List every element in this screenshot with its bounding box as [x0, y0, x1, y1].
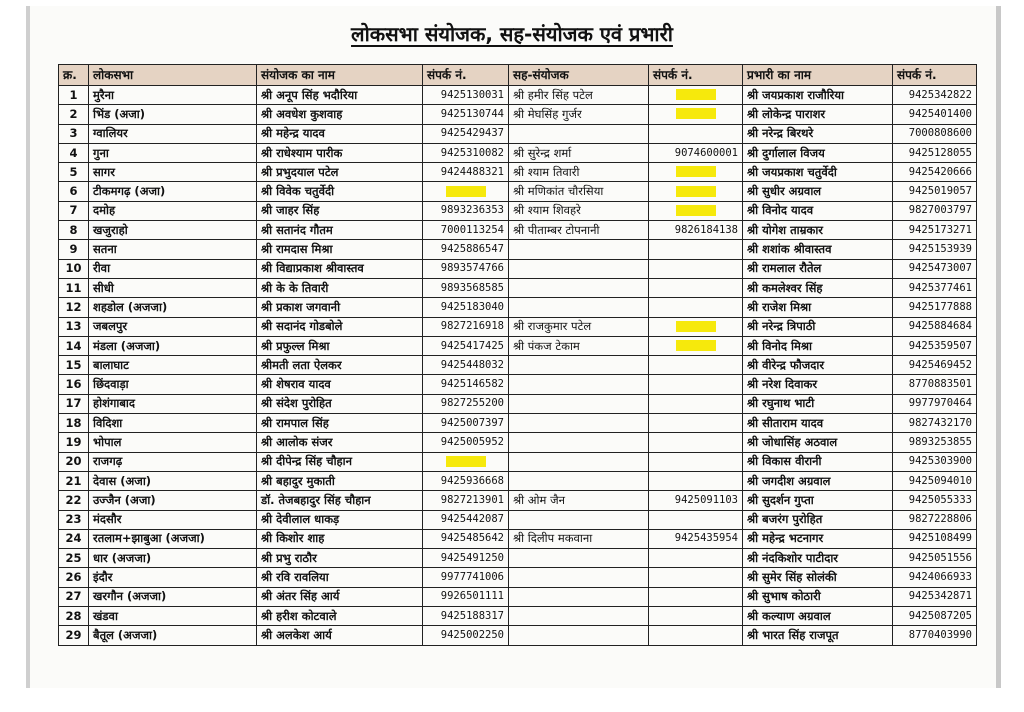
cell-saha-sanyojak: श्री श्याम तिवारी	[509, 163, 649, 182]
cell-saha-sanyojak	[509, 587, 649, 606]
cell-serial: 6	[59, 182, 89, 201]
sheet-left-edge	[26, 6, 30, 688]
cell-saha-sanyojak	[509, 568, 649, 587]
cell-prabhari: श्री बजरंग पुरोहित	[743, 510, 893, 529]
cell-loksabha: बैतूल (अजजा)	[89, 626, 257, 645]
cell-sanyojak-phone: 9425417425	[423, 336, 509, 355]
cell-sanyojak: श्री विवेक चतुर्वेदी	[257, 182, 423, 201]
cell-sanyojak: श्री बहादुर मुकाती	[257, 471, 423, 490]
cell-serial: 27	[59, 587, 89, 606]
cell-loksabha: होशंगाबाद	[89, 394, 257, 413]
yellow-highlight-mark	[676, 321, 716, 332]
cell-serial: 14	[59, 336, 89, 355]
table-row	[59, 607, 977, 626]
yellow-highlight-mark	[676, 340, 716, 351]
table-row	[59, 510, 977, 529]
table-row	[59, 336, 977, 355]
cell-prabhari-phone: 9977970464	[893, 394, 977, 413]
cell-prabhari: श्री योगेश ताम्रकार	[743, 221, 893, 240]
cell-prabhari-phone: 9425420666	[893, 163, 977, 182]
cell-saha-phone	[649, 568, 743, 587]
cell-prabhari-phone: 9425108499	[893, 529, 977, 548]
cell-loksabha: भोपाल	[89, 433, 257, 452]
cell-sanyojak: श्री विद्याप्रकाश श्रीवास्तव	[257, 259, 423, 278]
cell-prabhari: श्री राजेश मिश्रा	[743, 298, 893, 317]
cell-sanyojak-phone	[423, 182, 509, 201]
cell-saha-sanyojak	[509, 510, 649, 529]
cell-loksabha: इंदौर	[89, 568, 257, 587]
cell-prabhari-phone: 9425087205	[893, 607, 977, 626]
cell-saha-sanyojak: श्री पीताम्बर टोपनानी	[509, 221, 649, 240]
cell-saha-sanyojak	[509, 240, 649, 259]
cell-saha-sanyojak	[509, 607, 649, 626]
cell-sanyojak: श्री रामपाल सिंह	[257, 414, 423, 433]
cell-saha-phone	[649, 336, 743, 355]
cell-saha-sanyojak: श्री मेघसिंह गुर्जर	[509, 105, 649, 124]
cell-loksabha: खंडवा	[89, 607, 257, 626]
cell-saha-phone	[649, 278, 743, 297]
cell-serial: 21	[59, 471, 89, 490]
cell-sanyojak-phone: 9425005952	[423, 433, 509, 452]
cell-sanyojak: श्री दीपेन्द्र सिंह चौहान	[257, 452, 423, 471]
cell-loksabha: जबलपुर	[89, 317, 257, 336]
cell-sanyojak-phone: 9425485642	[423, 529, 509, 548]
cell-sanyojak-phone: 9425310082	[423, 143, 509, 162]
cell-prabhari: श्री भारत सिंह राजपूत	[743, 626, 893, 645]
cell-prabhari-phone: 9425153939	[893, 240, 977, 259]
table-row	[59, 163, 977, 182]
yellow-highlight-mark	[446, 456, 486, 467]
cell-sanyojak-phone: 9425002250	[423, 626, 509, 645]
cell-saha-phone	[649, 124, 743, 143]
cell-sanyojak-phone: 9425130744	[423, 105, 509, 124]
cell-saha-phone	[649, 452, 743, 471]
cell-loksabha: टीकमगढ़ (अजा)	[89, 182, 257, 201]
cell-saha-phone	[649, 356, 743, 375]
table-row	[59, 221, 977, 240]
cell-prabhari-phone: 9893253855	[893, 433, 977, 452]
cell-loksabha: छिंदवाड़ा	[89, 375, 257, 394]
cell-prabhari: श्री रघुनाथ भाटी	[743, 394, 893, 413]
cell-sanyojak: श्री किशोर शाह	[257, 529, 423, 548]
yellow-highlight-mark	[676, 205, 716, 216]
cell-saha-phone	[649, 607, 743, 626]
cell-saha-phone	[649, 471, 743, 490]
cell-prabhari-phone: 9827432170	[893, 414, 977, 433]
cell-sanyojak: श्रीमती लता ऐलकर	[257, 356, 423, 375]
cell-sanyojak: श्री संदेश पुरोहित	[257, 394, 423, 413]
table-row	[59, 626, 977, 645]
cell-sanyojak-phone: 7000113254	[423, 221, 509, 240]
cell-prabhari: श्री विनोद मिश्रा	[743, 336, 893, 355]
cell-prabhari: श्री विनोद यादव	[743, 201, 893, 220]
cell-prabhari-phone: 9425342822	[893, 86, 977, 105]
cell-saha-sanyojak	[509, 471, 649, 490]
cell-prabhari: श्री जयप्रकाश राजौरिया	[743, 86, 893, 105]
table-row	[59, 182, 977, 201]
page-title: लोकसभा संयोजक, सह-संयोजक एवं प्रभारी	[351, 22, 673, 46]
cell-serial: 7	[59, 201, 89, 220]
cell-saha-sanyojak	[509, 298, 649, 317]
cell-saha-sanyojak	[509, 549, 649, 568]
cell-prabhari: श्री जगदीश अग्रवाल	[743, 471, 893, 490]
cell-saha-sanyojak: श्री सुरेन्द्र शर्मा	[509, 143, 649, 162]
cell-sanyojak: श्री के के तिवारी	[257, 278, 423, 297]
cell-sanyojak: श्री प्रभुदयाल पटेल	[257, 163, 423, 182]
cell-prabhari-phone: 9425884684	[893, 317, 977, 336]
cell-serial: 20	[59, 452, 89, 471]
cell-sanyojak: श्री प्रफुल्ल मिश्रा	[257, 336, 423, 355]
table-row	[59, 124, 977, 143]
cell-loksabha: रतलाम+झाबुआ (अजजा)	[89, 529, 257, 548]
table-row	[59, 452, 977, 471]
cell-prabhari: श्री नरेन्द्र बिरथरे	[743, 124, 893, 143]
cell-serial: 22	[59, 491, 89, 510]
cell-saha-phone	[649, 240, 743, 259]
cell-sanyojak-phone: 9893574766	[423, 259, 509, 278]
cell-saha-sanyojak	[509, 433, 649, 452]
cell-sanyojak: श्री सदानंद गोडबोले	[257, 317, 423, 336]
cell-serial: 26	[59, 568, 89, 587]
cell-loksabha: उज्जैन (अजा)	[89, 491, 257, 510]
cell-prabhari: श्री नरेश दिवाकर	[743, 375, 893, 394]
cell-prabhari: श्री लोकेन्द्र पाराशर	[743, 105, 893, 124]
table-row	[59, 278, 977, 297]
header-serial: क्र.	[59, 65, 89, 86]
cell-prabhari-phone: 9827228806	[893, 510, 977, 529]
cell-prabhari-phone: 9425128055	[893, 143, 977, 162]
cell-prabhari-phone: 9425173271	[893, 221, 977, 240]
cell-prabhari: श्री वीरेन्द्र फौजदार	[743, 356, 893, 375]
yellow-highlight-mark	[676, 166, 716, 177]
table-row	[59, 394, 977, 413]
cell-serial: 19	[59, 433, 89, 452]
cell-sanyojak-phone: 9425183040	[423, 298, 509, 317]
cell-prabhari: श्री कल्याण अग्रवाल	[743, 607, 893, 626]
cell-saha-sanyojak: श्री पंकज टेकाम	[509, 336, 649, 355]
cell-sanyojak: श्री महेन्द्र यादव	[257, 124, 423, 143]
cell-sanyojak: श्री आलोक संजर	[257, 433, 423, 452]
table-row	[59, 298, 977, 317]
sheet-right-edge	[996, 6, 1001, 688]
cell-prabhari-phone: 9424066933	[893, 568, 977, 587]
cell-loksabha: रीवा	[89, 259, 257, 278]
yellow-highlight-mark	[676, 186, 716, 197]
cell-prabhari-phone: 9827003797	[893, 201, 977, 220]
cell-loksabha: विदिशा	[89, 414, 257, 433]
cell-saha-phone	[649, 163, 743, 182]
header-saha-phone: संपर्क नं.	[649, 65, 743, 86]
cell-sanyojak: श्री अंतर सिंह आर्य	[257, 587, 423, 606]
cell-sanyojak-phone: 9424488321	[423, 163, 509, 182]
cell-saha-phone	[649, 587, 743, 606]
cell-serial: 1	[59, 86, 89, 105]
cell-saha-phone	[649, 86, 743, 105]
table-row	[59, 587, 977, 606]
cell-sanyojak-phone: 9425936668	[423, 471, 509, 490]
cell-loksabha: खजुराहो	[89, 221, 257, 240]
cell-sanyojak: श्री अलकेश आर्य	[257, 626, 423, 645]
table-row	[59, 201, 977, 220]
cell-serial: 16	[59, 375, 89, 394]
cell-sanyojak-phone: 9893568585	[423, 278, 509, 297]
cell-serial: 12	[59, 298, 89, 317]
cell-sanyojak: श्री अवधेश कुशवाह	[257, 105, 423, 124]
cell-loksabha: गुना	[89, 143, 257, 162]
table-row	[59, 491, 977, 510]
cell-saha-phone: 9425435954	[649, 529, 743, 548]
cell-prabhari-phone: 9425094010	[893, 471, 977, 490]
cell-loksabha: सागर	[89, 163, 257, 182]
cell-loksabha: बालाघाट	[89, 356, 257, 375]
cell-saha-phone	[649, 414, 743, 433]
cell-prabhari-phone: 9425473007	[893, 259, 977, 278]
cell-saha-phone: 9074600001	[649, 143, 743, 162]
cell-saha-phone	[649, 298, 743, 317]
cell-sanyojak-phone: 9425429437	[423, 124, 509, 143]
table-row	[59, 471, 977, 490]
header-saha-sanyojak: सह-संयोजक	[509, 65, 649, 86]
cell-serial: 29	[59, 626, 89, 645]
cell-serial: 2	[59, 105, 89, 124]
cell-loksabha: मंडला (अजजा)	[89, 336, 257, 355]
table-row	[59, 356, 977, 375]
cell-loksabha: दमोह	[89, 201, 257, 220]
cell-serial: 23	[59, 510, 89, 529]
cell-saha-sanyojak: श्री ओम जैन	[509, 491, 649, 510]
cell-sanyojak: श्री जाहर सिंह	[257, 201, 423, 220]
cell-prabhari-phone: 9425377461	[893, 278, 977, 297]
cell-loksabha: खरगौन (अजजा)	[89, 587, 257, 606]
header-prabhari: प्रभारी का नाम	[743, 65, 893, 86]
cell-prabhari: श्री नंदकिशोर पाटीदार	[743, 549, 893, 568]
table-row	[59, 568, 977, 587]
cell-prabhari-phone: 8770883501	[893, 375, 977, 394]
cell-loksabha: सीधी	[89, 278, 257, 297]
cell-saha-phone	[649, 375, 743, 394]
cell-sanyojak-phone: 9425448032	[423, 356, 509, 375]
cell-loksabha: देवास (अजा)	[89, 471, 257, 490]
cell-sanyojak-phone: 9425491250	[423, 549, 509, 568]
header-sanyojak: संयोजक का नाम	[257, 65, 423, 86]
cell-prabhari: श्री नरेन्द्र त्रिपाठी	[743, 317, 893, 336]
cell-saha-sanyojak	[509, 259, 649, 278]
table-row	[59, 259, 977, 278]
loksabha-table	[58, 64, 977, 646]
table-row	[59, 414, 977, 433]
cell-saha-phone	[649, 510, 743, 529]
cell-loksabha: मंदसौर	[89, 510, 257, 529]
cell-prabhari: श्री शशांक श्रीवास्तव	[743, 240, 893, 259]
cell-prabhari-phone: 9425359507	[893, 336, 977, 355]
cell-sanyojak: श्री रामदास मिश्रा	[257, 240, 423, 259]
cell-loksabha: भिंड (अजा)	[89, 105, 257, 124]
cell-serial: 25	[59, 549, 89, 568]
cell-prabhari-phone: 9425401400	[893, 105, 977, 124]
cell-serial: 9	[59, 240, 89, 259]
cell-sanyojak-phone	[423, 452, 509, 471]
cell-prabhari: श्री जयप्रकाश चतुर्वेदी	[743, 163, 893, 182]
cell-sanyojak: श्री रवि रावलिया	[257, 568, 423, 587]
cell-serial: 17	[59, 394, 89, 413]
cell-saha-sanyojak	[509, 356, 649, 375]
table-row	[59, 433, 977, 452]
cell-loksabha: शहडोल (अजजा)	[89, 298, 257, 317]
yellow-highlight-mark	[446, 186, 486, 197]
cell-prabhari: श्री कमलेश्वर सिंह	[743, 278, 893, 297]
cell-sanyojak-phone: 9425007397	[423, 414, 509, 433]
cell-saha-sanyojak: श्री हमीर सिंह पटेल	[509, 86, 649, 105]
cell-loksabha: मुरैना	[89, 86, 257, 105]
table-row	[59, 549, 977, 568]
cell-saha-phone	[649, 259, 743, 278]
table-row	[59, 317, 977, 336]
cell-sanyojak-phone: 9827216918	[423, 317, 509, 336]
cell-saha-phone: 9425091103	[649, 491, 743, 510]
header-sanyojak-phone: संपर्क नं.	[423, 65, 509, 86]
cell-sanyojak-phone: 9425442087	[423, 510, 509, 529]
cell-prabhari-phone: 9425051556	[893, 549, 977, 568]
cell-saha-sanyojak: श्री श्याम शिवहरे	[509, 201, 649, 220]
cell-prabhari: श्री दुर्गालाल विजय	[743, 143, 893, 162]
cell-saha-sanyojak: श्री राजकुमार पटेल	[509, 317, 649, 336]
cell-serial: 3	[59, 124, 89, 143]
cell-saha-phone	[649, 182, 743, 201]
cell-saha-sanyojak	[509, 375, 649, 394]
table-row	[59, 240, 977, 259]
cell-saha-sanyojak: श्री मणिकांत चौरसिया	[509, 182, 649, 201]
cell-saha-phone	[649, 201, 743, 220]
cell-prabhari-phone: 8770403990	[893, 626, 977, 645]
cell-saha-sanyojak	[509, 452, 649, 471]
cell-sanyojak: श्री शेषराव यादव	[257, 375, 423, 394]
cell-serial: 28	[59, 607, 89, 626]
cell-serial: 11	[59, 278, 89, 297]
cell-prabhari-phone: 9425469452	[893, 356, 977, 375]
cell-prabhari-phone: 9425177888	[893, 298, 977, 317]
cell-serial: 15	[59, 356, 89, 375]
cell-loksabha: धार (अजजा)	[89, 549, 257, 568]
cell-saha-sanyojak	[509, 124, 649, 143]
cell-saha-phone	[649, 433, 743, 452]
cell-prabhari-phone: 9425019057	[893, 182, 977, 201]
cell-saha-sanyojak	[509, 394, 649, 413]
cell-saha-phone	[649, 105, 743, 124]
table-row	[59, 143, 977, 162]
cell-saha-phone	[649, 549, 743, 568]
cell-prabhari-phone: 9425342871	[893, 587, 977, 606]
cell-prabhari-phone: 7000808600	[893, 124, 977, 143]
cell-saha-phone	[649, 394, 743, 413]
cell-saha-phone	[649, 626, 743, 645]
yellow-highlight-mark	[676, 108, 716, 119]
cell-saha-sanyojak: श्री दिलीप मकवाना	[509, 529, 649, 548]
cell-sanyojak-phone: 9425886547	[423, 240, 509, 259]
cell-prabhari: श्री सीताराम यादव	[743, 414, 893, 433]
cell-saha-phone	[649, 317, 743, 336]
cell-loksabha: राजगढ़	[89, 452, 257, 471]
table-header-row	[59, 65, 977, 86]
cell-prabhari-phone: 9425303900	[893, 452, 977, 471]
header-loksabha: लोकसभा	[89, 65, 257, 86]
table-row	[59, 105, 977, 124]
cell-serial: 8	[59, 221, 89, 240]
cell-sanyojak-phone: 9977741006	[423, 568, 509, 587]
cell-prabhari: श्री विकास वीरानी	[743, 452, 893, 471]
cell-serial: 10	[59, 259, 89, 278]
cell-serial: 4	[59, 143, 89, 162]
yellow-highlight-mark	[676, 89, 716, 100]
cell-prabhari: श्री सुभाष कोठारी	[743, 587, 893, 606]
cell-loksabha: सतना	[89, 240, 257, 259]
cell-prabhari: श्री रामलाल रौतेल	[743, 259, 893, 278]
cell-sanyojak: श्री देवीलाल धाकड़	[257, 510, 423, 529]
table-row	[59, 529, 977, 548]
cell-prabhari: श्री सुमेर सिंह सोलंकी	[743, 568, 893, 587]
cell-sanyojak: श्री हरीश कोटवाले	[257, 607, 423, 626]
cell-sanyojak-phone: 9827213901	[423, 491, 509, 510]
cell-sanyojak-phone: 9425188317	[423, 607, 509, 626]
cell-sanyojak: श्री राधेश्याम पारीक	[257, 143, 423, 162]
cell-saha-sanyojak	[509, 626, 649, 645]
cell-prabhari-phone: 9425055333	[893, 491, 977, 510]
table-row	[59, 86, 977, 105]
cell-prabhari: श्री सुदर्शन गुप्ता	[743, 491, 893, 510]
cell-sanyojak-phone: 9425146582	[423, 375, 509, 394]
cell-serial: 5	[59, 163, 89, 182]
cell-prabhari: श्री महेन्द्र भटनागर	[743, 529, 893, 548]
cell-sanyojak: श्री प्रभु राठौर	[257, 549, 423, 568]
cell-sanyojak-phone: 9827255200	[423, 394, 509, 413]
cell-serial: 24	[59, 529, 89, 548]
cell-loksabha: ग्वालियर	[89, 124, 257, 143]
cell-serial: 13	[59, 317, 89, 336]
table-row	[59, 375, 977, 394]
cell-sanyojak-phone: 9926501111	[423, 587, 509, 606]
cell-sanyojak-phone: 9893236353	[423, 201, 509, 220]
cell-saha-sanyojak	[509, 414, 649, 433]
cell-sanyojak: श्री अनूप सिंह भदौरिया	[257, 86, 423, 105]
cell-sanyojak: श्री सतानंद गौतम	[257, 221, 423, 240]
cell-prabhari: श्री सुधीर अग्रवाल	[743, 182, 893, 201]
cell-saha-phone: 9826184138	[649, 221, 743, 240]
cell-sanyojak: श्री प्रकाश जगवानी	[257, 298, 423, 317]
cell-prabhari: श्री जोधासिंह अठवाल	[743, 433, 893, 452]
cell-saha-sanyojak	[509, 278, 649, 297]
cell-sanyojak: डॉ. तेजबहादुर सिंह चौहान	[257, 491, 423, 510]
cell-serial: 18	[59, 414, 89, 433]
header-prabhari-phone: संपर्क नं.	[893, 65, 977, 86]
cell-sanyojak-phone: 9425130031	[423, 86, 509, 105]
